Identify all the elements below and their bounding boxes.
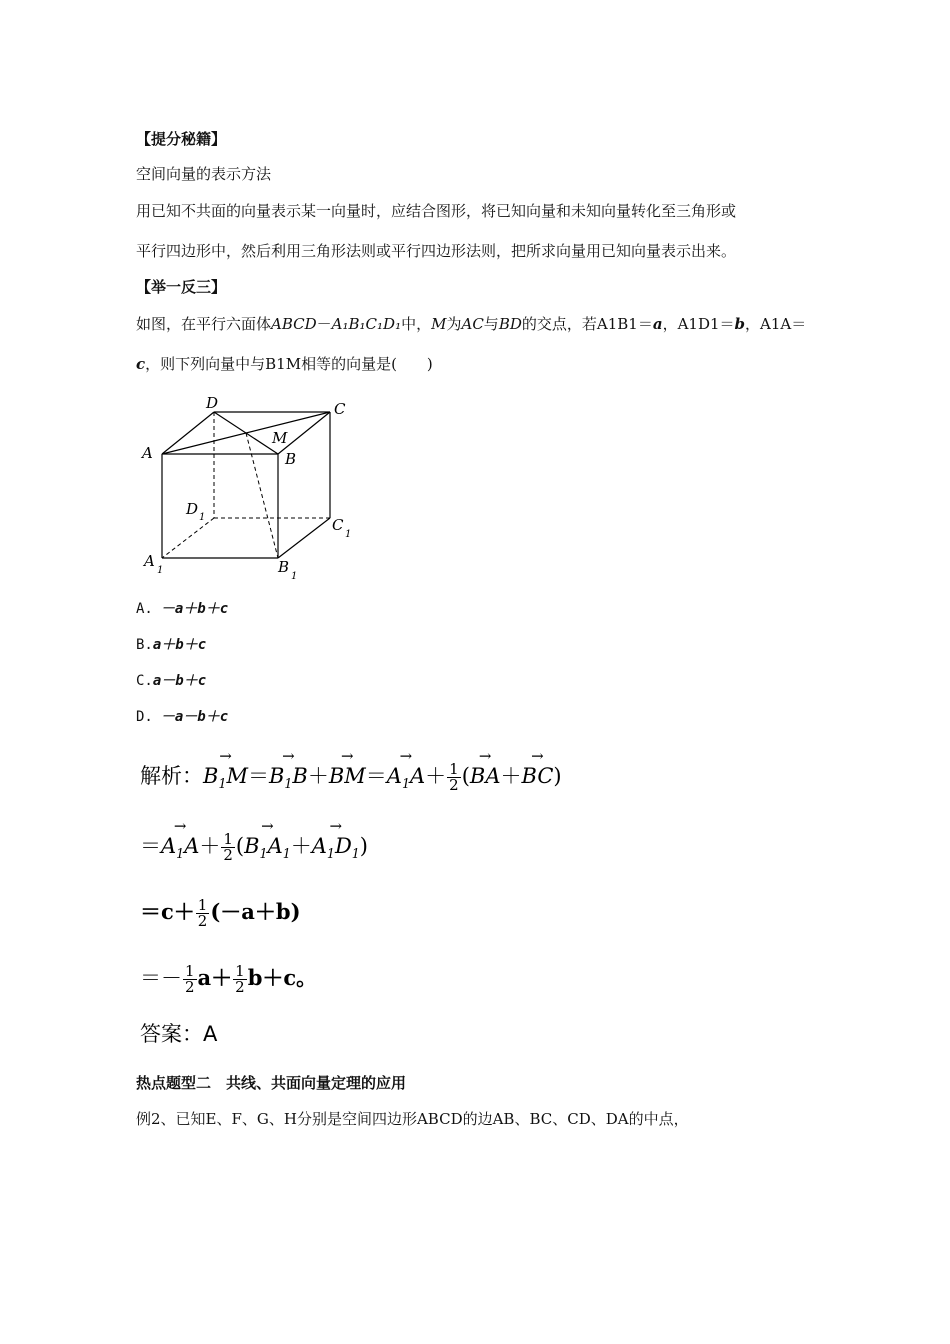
label-a1: A	[144, 552, 155, 570]
tips-body-line-2: 平行四边形中，然后利用三角形法则或平行四边形法则，把所求向量用已知向量表示出来。	[136, 242, 737, 260]
half-den: 2	[185, 978, 195, 996]
question-line-1	[136, 313, 806, 334]
option-a[interactable]	[136, 598, 228, 618]
edge-c1b1	[278, 518, 330, 558]
label-a: A	[142, 444, 153, 462]
q-text: 的交点，若A1B1＝	[521, 315, 653, 333]
q-abcd: ABCD	[271, 315, 317, 333]
label-b1: B	[278, 558, 290, 576]
option-d-text: －a－b＋c	[160, 709, 229, 725]
solution-line-1: 解析：→ $B_1M=\to B_1B+\to BM=\to A_1A+$ $\frac{1}{2}$ (→ BA＋→ BC)	[140, 760, 562, 793]
q-m: M	[431, 315, 447, 333]
option-b-text: a＋b＋c	[152, 637, 207, 653]
half-den: 2	[449, 776, 459, 794]
solution-line-4-a: a＋	[197, 965, 233, 990]
q-vec-b: b	[734, 315, 746, 333]
option-a-text: －a＋b＋c	[160, 601, 229, 617]
q-a1b1c1d1: A₁B₁C₁D₁	[331, 315, 402, 333]
q-vec-c: c	[136, 355, 146, 373]
q-bd: BD	[498, 315, 522, 333]
section-title: 热点题型二 共线、共面向量定理的应用	[136, 1074, 407, 1092]
solution-line-4-b: b＋c。	[247, 965, 318, 990]
solution-label: 解析：	[140, 764, 203, 788]
answer: 答案：A	[140, 1022, 218, 1046]
half-num: 1	[449, 760, 459, 778]
half-num: 1	[197, 896, 208, 914]
option-c-text: a－b＋c	[152, 673, 207, 689]
q-text: 与	[483, 315, 499, 333]
q-vec-a: a	[652, 315, 663, 333]
q-dash: －	[316, 315, 332, 333]
half-den: 2	[197, 912, 208, 930]
solution-line-3	[140, 896, 301, 929]
q-text: ，A1A＝	[745, 315, 807, 333]
label-d1-sub: 1	[199, 512, 206, 523]
solution-line-3-head: ＝c＋	[140, 899, 195, 924]
tips-body-line-1: 用已知不共面的向量表示某一向量时，应结合图形，将已知向量和未知向量转化至三角形或	[136, 202, 737, 220]
practice-heading: 【举一反三】	[136, 278, 227, 296]
half-den: 2	[235, 978, 245, 996]
solution-line-2: ＝→ $A_1A+$ $\frac{1}{2}$ (→ $B_1A_1+\to A_1D_1$)	[140, 830, 368, 863]
example-2: 例2、已知E、F、G、H分别是空间四边形ABCD的边AB、BC、CD、DA的中点，	[136, 1110, 689, 1128]
half-den: 2	[223, 846, 233, 864]
label-m: M	[272, 429, 288, 447]
label-b1-sub: 1	[291, 571, 298, 582]
label-c1: C	[332, 516, 344, 534]
label-b: B	[285, 450, 297, 468]
q-text: 为	[446, 315, 462, 333]
option-b[interactable]	[136, 634, 206, 654]
hidden-edge-d1a1	[162, 518, 214, 558]
half-num: 1	[223, 830, 233, 848]
label-c1-sub: 1	[345, 529, 352, 540]
option-d-label: D.	[136, 709, 153, 725]
label-d: D	[206, 394, 219, 412]
half-num: 1	[185, 962, 195, 980]
label-d1: D	[186, 500, 199, 518]
q-text: 如图，在平行六面体	[136, 315, 272, 333]
q-text: 中，	[401, 315, 432, 333]
tips-title: 空间向量的表示方法	[136, 165, 272, 183]
equals-sign: ＝	[140, 834, 161, 858]
q-text: ，则下列向量中与B1M相等的向量是( )	[145, 355, 433, 373]
option-b-label: B.	[136, 637, 153, 653]
label-c: C	[334, 400, 346, 418]
tips-heading: 【提分秘籍】	[136, 130, 227, 148]
option-c[interactable]	[136, 670, 206, 690]
parallelepiped-figure	[136, 392, 366, 582]
solution-line-3-tail: (－a＋b)	[210, 899, 301, 924]
option-a-label: A.	[136, 601, 153, 617]
solution-line-4	[140, 962, 317, 995]
solution-line-4-head: ＝－	[140, 966, 182, 990]
option-c-label: C.	[136, 673, 153, 689]
segment-b1m	[246, 433, 278, 558]
half-num: 1	[235, 962, 245, 980]
question-line-2	[136, 353, 433, 374]
q-ac: AC	[461, 315, 484, 333]
q-text: ，A1D1＝	[662, 315, 735, 333]
label-a1-sub: 1	[157, 565, 164, 576]
option-d[interactable]	[136, 706, 228, 726]
